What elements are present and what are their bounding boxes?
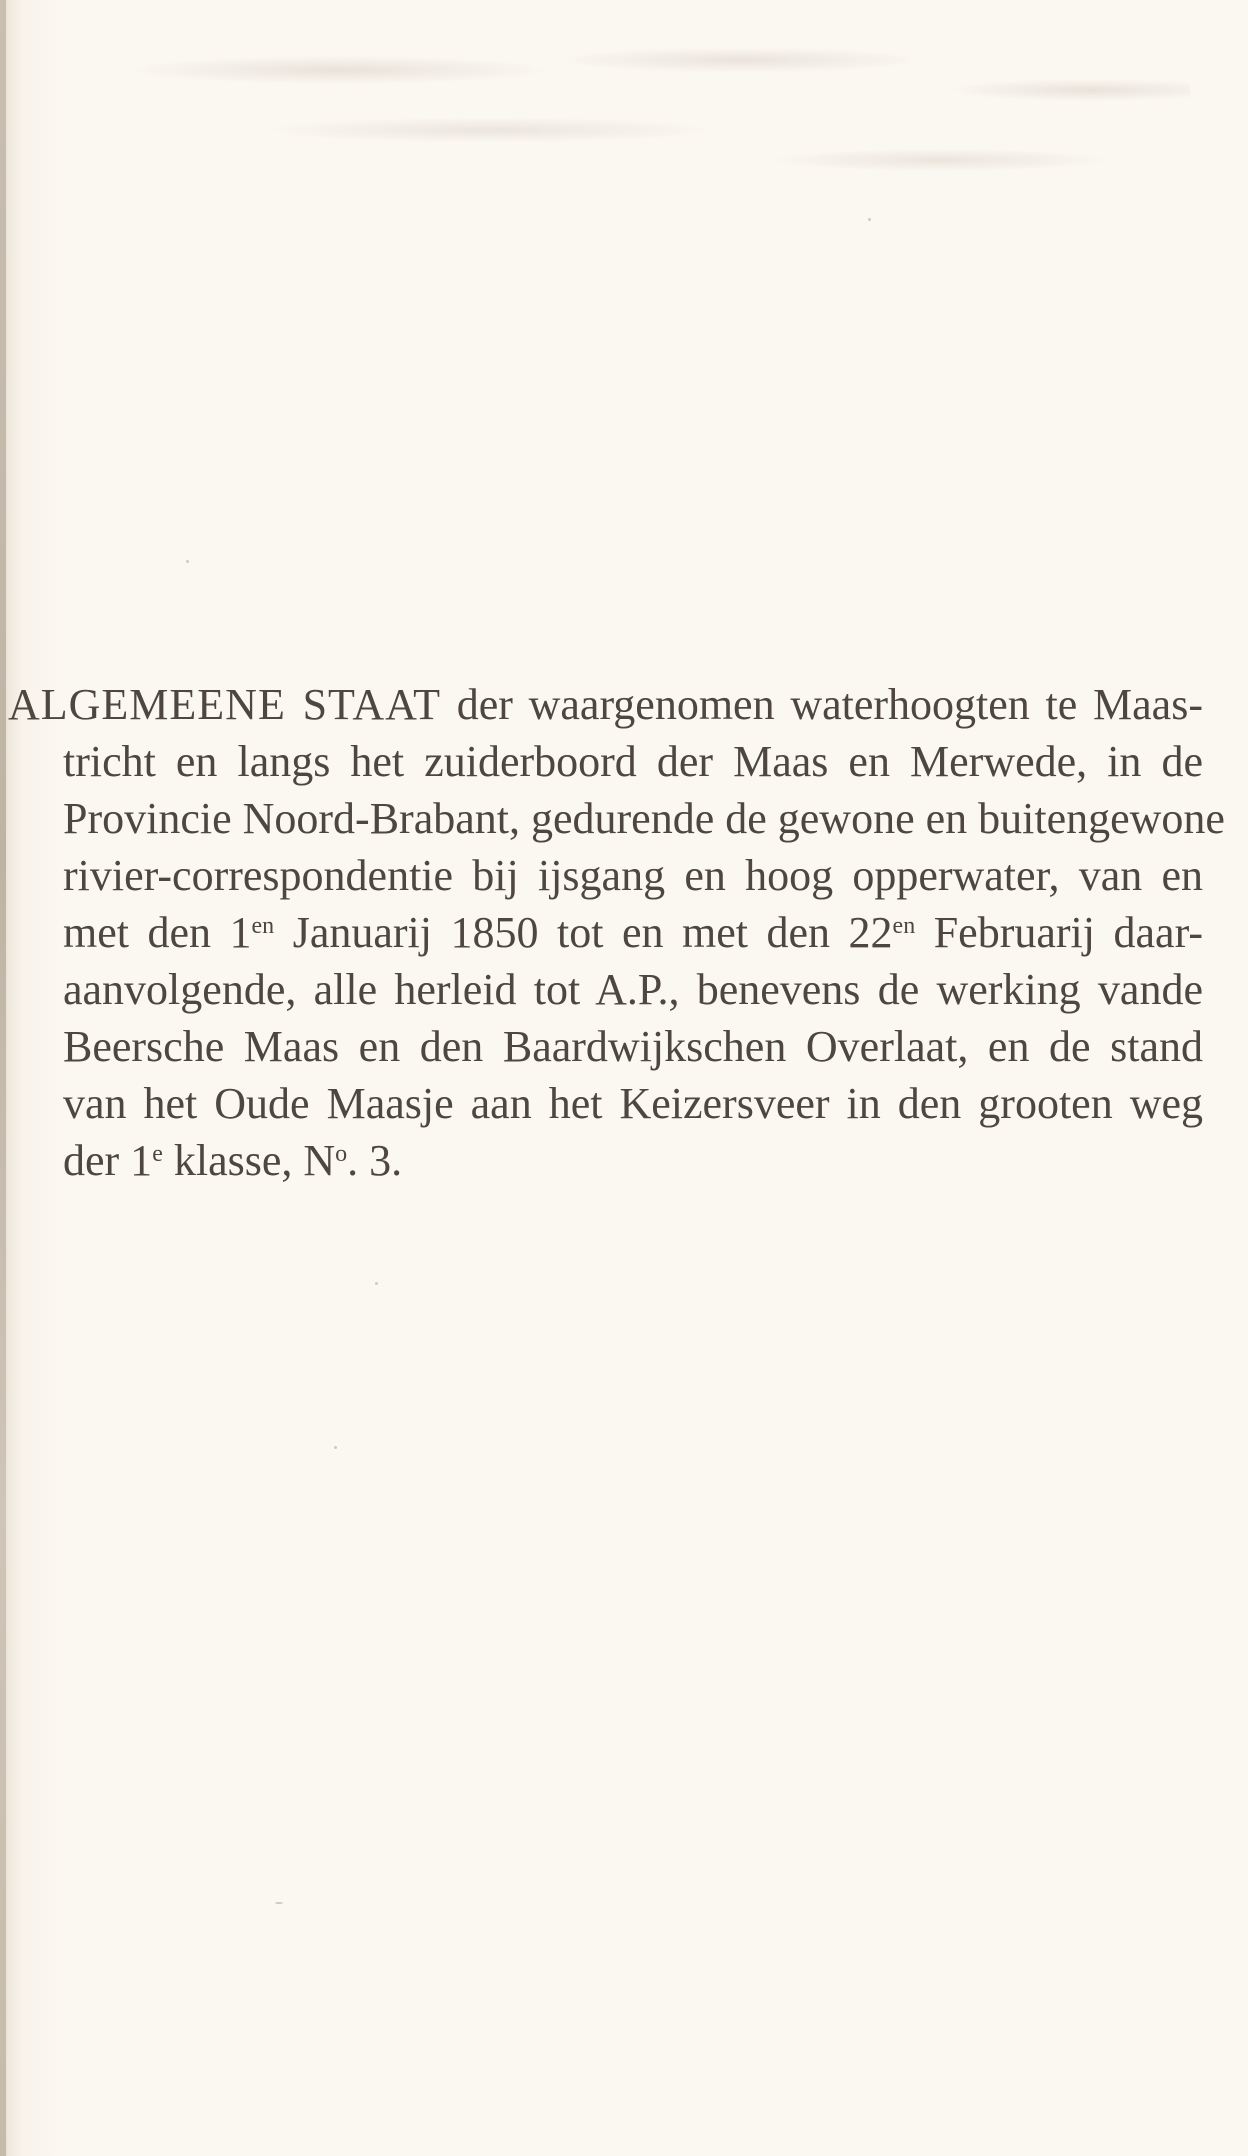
text-line-1-rest: der waargenomen waterhoogten te Maas- <box>440 680 1203 729</box>
paper-speck <box>375 1282 378 1285</box>
text-line-4: rivier-correspondentie bij ijsgang en hoog opperwater, van en <box>63 851 1203 900</box>
superscript: e <box>152 1141 163 1167</box>
text-line-9-pre: der 1 <box>63 1136 153 1185</box>
text-line-2: tricht en langs het zuiderboord der Maas en Merwede, in de <box>63 737 1203 786</box>
superscript: o <box>335 1141 348 1167</box>
show-through-text <box>40 30 1190 190</box>
paper-speck <box>275 1902 283 1904</box>
text-line-7: Beersche Maas en den Baardwijkschen Overlaat, en de stand <box>63 1022 1203 1071</box>
heading-lead: ALGEMEENE STAAT <box>8 680 441 729</box>
text-line-5-pre: met den 1 <box>63 908 252 957</box>
text-line-6: aanvolgende, alle herleid tot A.P., benevens de werking vande <box>63 965 1203 1014</box>
text-line-1 <box>8 676 1203 733</box>
text-line-5-mid: Januarij 1850 tot en met den 22 <box>274 908 893 957</box>
document-heading-paragraph <box>8 676 1225 1189</box>
text-line-8: van het Oude Maasje aan het Keizersveer in den grooten weg <box>63 1079 1203 1128</box>
page-spine <box>0 0 6 2156</box>
text-line-3: Provincie Noord-Brabant, gedurende de gewone en buitengewone <box>63 794 1225 843</box>
paper-speck <box>334 1446 337 1449</box>
superscript: en <box>251 913 275 939</box>
text-line-5-post: Februarij daar- <box>915 908 1203 957</box>
text-line-9-end: . 3. <box>347 1136 403 1185</box>
paper-speck <box>186 560 189 563</box>
text-line-9 <box>8 1132 1203 1189</box>
paper-speck <box>868 218 871 221</box>
text-line-9-post: klasse, N <box>162 1136 336 1185</box>
text-line-5 <box>8 904 1203 961</box>
superscript: en <box>892 913 916 939</box>
